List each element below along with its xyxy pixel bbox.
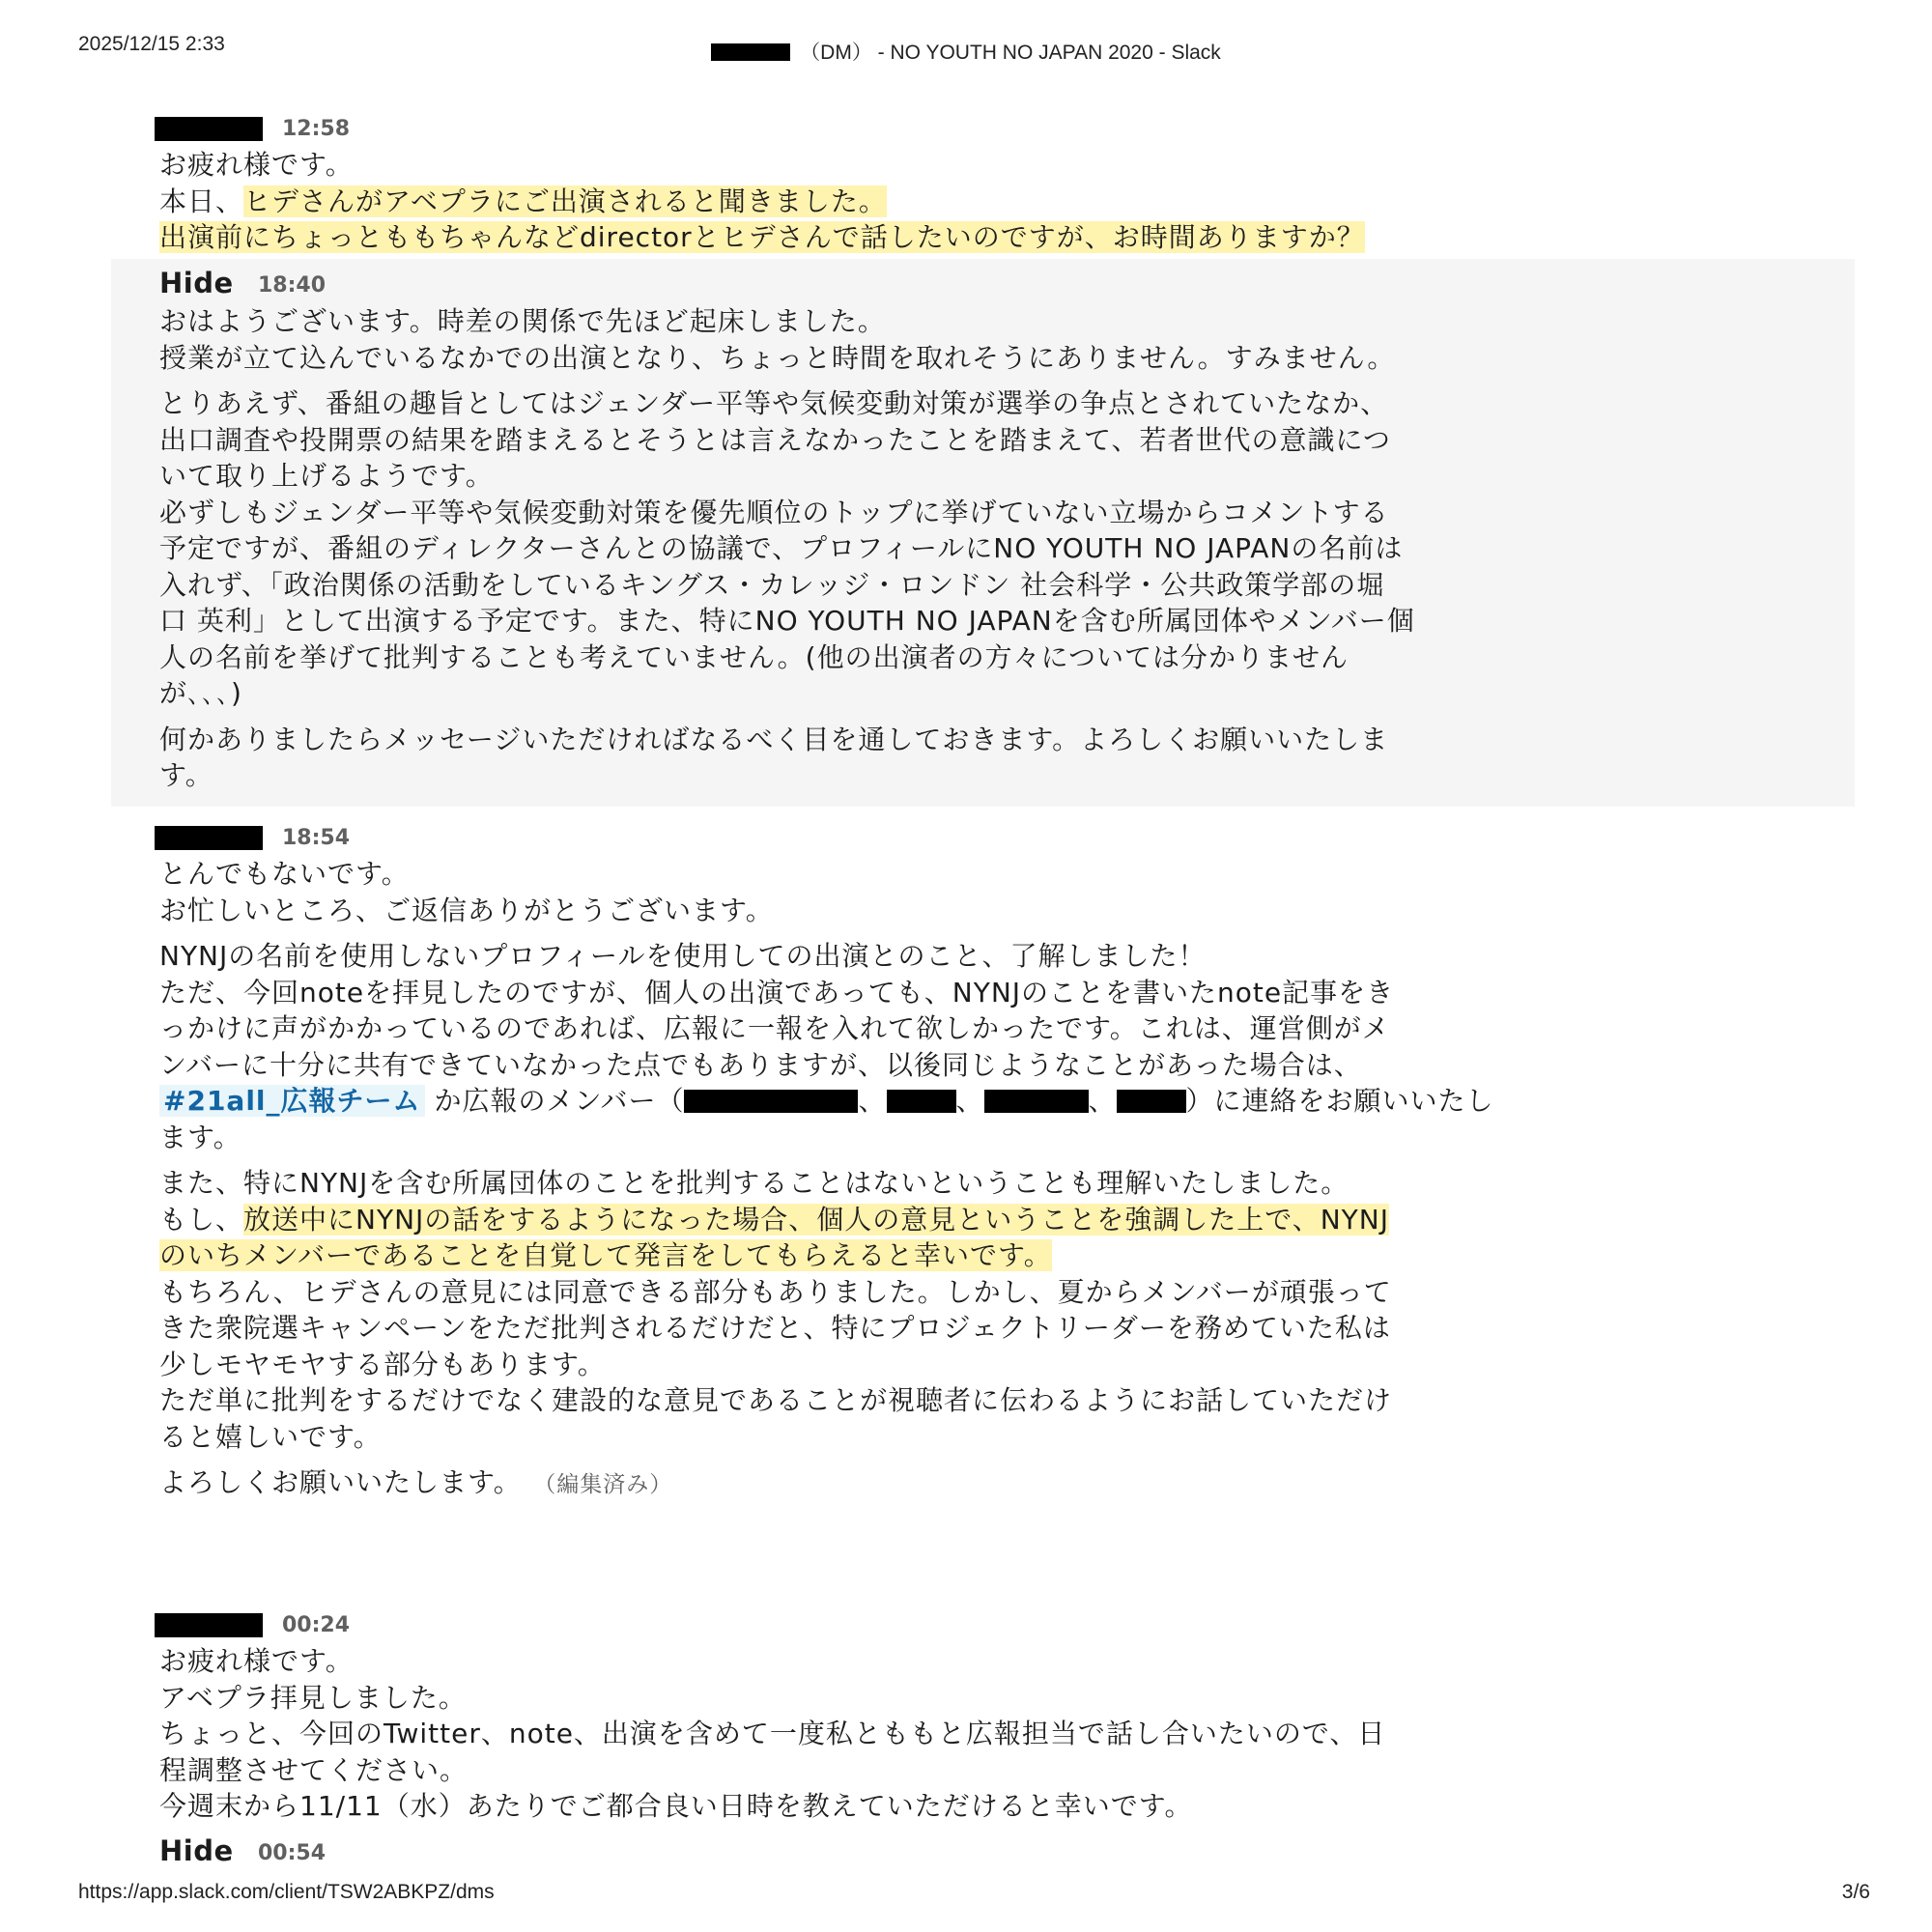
message-line: ると嬉しいです。 bbox=[159, 1420, 382, 1453]
redacted-member bbox=[984, 1090, 1089, 1113]
channel-link[interactable]: #21all_広報チーム bbox=[159, 1085, 425, 1117]
message-text: ）に連絡をお願いいたし bbox=[1185, 1085, 1494, 1117]
redacted-sender[interactable] bbox=[155, 1613, 263, 1637]
message-line: 授業が立て込んでいるなかでの出演となり、ちょっと時間を取れそうにありません。すみません。 bbox=[159, 341, 1396, 374]
message-line: 何かありましたらメッセージいただければなるべく目を通しておきます。よろしくお願いいたしま bbox=[159, 723, 1389, 755]
message-line: とんでもないです。 bbox=[159, 858, 410, 890]
message-line: ただ単に批判をするだけでなく建設的な意見であることが視聴者に伝わるようにお話していただけ bbox=[159, 1384, 1393, 1416]
page-number: 3/6 bbox=[1841, 1881, 1870, 1903]
message-line: おはようございます。時差の関係で先ほど起床しました。 bbox=[159, 305, 886, 337]
highlighted-text: 出演前にちょっとももちゃんなどdirectorとヒデさんで話したいのですが、お時間ありますか？ bbox=[159, 221, 1365, 253]
message-line: っかけに声がかかっているのであれば、広報に一報を入れて欲しかったです。これは、運営側がメ bbox=[159, 1012, 1390, 1044]
message-line bbox=[155, 1237, 1700, 1274]
message-line: す。 bbox=[159, 759, 213, 791]
message-line bbox=[155, 219, 1700, 256]
message bbox=[155, 1610, 1700, 1825]
message-line: 必ずしもジェンダー平等や気候変動対策を優先順位のトップに挙げていない立場からコメントする bbox=[159, 496, 1389, 528]
message-line: ます。 bbox=[159, 1121, 242, 1153]
message-hovered bbox=[111, 259, 1855, 807]
sender-name[interactable]: Hide bbox=[159, 1834, 234, 1867]
message-line: ンバーに十分に共有できていなかった点でもありますが、以後同じようなことがあった場合は、 bbox=[159, 1048, 1362, 1081]
edited-label: （編集済み） bbox=[544, 1472, 673, 1497]
message-line: いて取り上げるようです。 bbox=[159, 460, 494, 492]
message-header bbox=[155, 1834, 1700, 1871]
redacted-sender[interactable] bbox=[155, 117, 263, 141]
message-line: ただ、今回noteを拝見したのですが、個人の出演であっても、NYNJのことを書いたnote記事をき bbox=[159, 976, 1395, 1009]
message-timestamp[interactable]: 00:24 bbox=[282, 1613, 351, 1637]
message-line bbox=[155, 1083, 1700, 1120]
message-text: 本日、 bbox=[159, 185, 244, 217]
message-text: か広報のメンバー（ bbox=[434, 1085, 685, 1117]
message-line: が､､､) bbox=[159, 677, 242, 709]
message-line: 少しモヤモヤする部分もあります。 bbox=[159, 1348, 606, 1380]
message-line: 予定ですが、番組のディレクターさんとの協議で、プロフィールにNO YOUTH NO JAPANの名前は bbox=[159, 532, 1404, 564]
message-timestamp[interactable]: 18:54 bbox=[282, 826, 351, 850]
message-header bbox=[155, 823, 1700, 856]
highlighted-text: ヒデさんがアベプラにご出演されると聞きました。 bbox=[243, 185, 887, 217]
message-line: もちろん、ヒデさんの意見には同意できる部分もありました。しかし、夏からメンバーが頑張って bbox=[159, 1275, 1392, 1308]
message-text: もし、 bbox=[159, 1203, 244, 1236]
message-line: 人の名前を挙げて批判することも考えていません。(他の出演者の方々については分かりません bbox=[159, 640, 1350, 673]
message-text: よろしくお願いいたします。 bbox=[159, 1466, 522, 1498]
message-line: 今週末から11/11（水）あたりでご都合良い日時を教えていただけると幸いです。 bbox=[159, 1790, 1193, 1822]
message-line bbox=[155, 1464, 1700, 1504]
message bbox=[155, 1834, 1700, 1871]
separator: 、 bbox=[858, 1085, 887, 1117]
message-timestamp[interactable]: 12:58 bbox=[282, 117, 351, 141]
message-line: また、特にNYNJを含む所属団体のことを批判することはないということも理解いたしました。 bbox=[159, 1167, 1350, 1199]
redacted-name bbox=[711, 43, 790, 61]
message bbox=[155, 114, 1700, 256]
message-header bbox=[155, 1610, 1700, 1643]
print-header bbox=[0, 33, 1932, 62]
message-line: 入れず、「政治関係の活動をしているキングス・カレッジ・ロンドン 社会科学・公共政策学部の堀 bbox=[159, 568, 1385, 601]
message-line bbox=[155, 184, 1700, 220]
message-line: お忙しいところ、ご返信ありがとうございます。 bbox=[159, 894, 774, 926]
message-line: とりあえず、番組の趣旨としてはジェンダー平等や気候変動対策が選挙の争点とされていたなか、 bbox=[159, 387, 1389, 419]
redacted-member bbox=[684, 1090, 858, 1113]
message-line: アベプラ拝見しました。 bbox=[159, 1681, 467, 1714]
message-line: 出口調査や投開票の結果を踏まえるとそうとは言えなかったことを踏まえて、若者世代の意識につ bbox=[159, 423, 1391, 456]
message-line: 口 英利」として出演する予定です。また、特にNO YOUTH NO JAPANを含む所属団体やメンバー個 bbox=[159, 605, 1415, 637]
sender-name[interactable]: Hide bbox=[159, 267, 234, 299]
message-line: きた衆院選キャンペーンをただ批判されるだけだと、特にプロジェクトリーダーを務めていた私は bbox=[159, 1312, 1391, 1344]
print-title: （DM） - NO YOUTH NO JAPAN 2020 - Slack bbox=[800, 42, 1221, 64]
highlighted-text: 放送中にNYNJの話をするようになった場合、個人の意見ということを強調した上で、NYNJ bbox=[243, 1203, 1389, 1236]
separator: 、 bbox=[955, 1085, 984, 1117]
message-line: NYNJの名前を使用しないプロフィールを使用しての出演とのこと、了解しました！ bbox=[159, 940, 1207, 972]
message-header bbox=[155, 267, 1855, 303]
print-title-wrap bbox=[0, 37, 1932, 66]
separator: 、 bbox=[1088, 1085, 1117, 1117]
message-timestamp[interactable]: 18:40 bbox=[258, 273, 327, 298]
message-timestamp[interactable]: 00:54 bbox=[258, 1841, 327, 1865]
message bbox=[155, 823, 1700, 1504]
redacted-sender[interactable] bbox=[155, 826, 263, 850]
print-url: https://app.slack.com/client/TSW2ABKPZ/dms bbox=[78, 1881, 495, 1903]
message-line: お疲れ様です。 bbox=[159, 1645, 354, 1677]
message-line: ちょっと、今回のTwitter、note、出演を含めて一度私とももと広報担当で話し合いたいので、日 bbox=[159, 1718, 1386, 1749]
message-line bbox=[155, 1202, 1700, 1238]
message-header bbox=[155, 114, 1700, 147]
print-footer bbox=[0, 1881, 1932, 1910]
redacted-member bbox=[887, 1090, 956, 1113]
highlighted-text: のいちメンバーであることを自覚して発言をしてもらえると幸いです。 bbox=[159, 1239, 1052, 1271]
message-line: お疲れ様です。 bbox=[159, 149, 354, 181]
redacted-member bbox=[1117, 1090, 1186, 1113]
print-date: 2025/12/15 2:33 bbox=[78, 33, 225, 55]
message-line: 程調整させてください。 bbox=[159, 1753, 469, 1786]
